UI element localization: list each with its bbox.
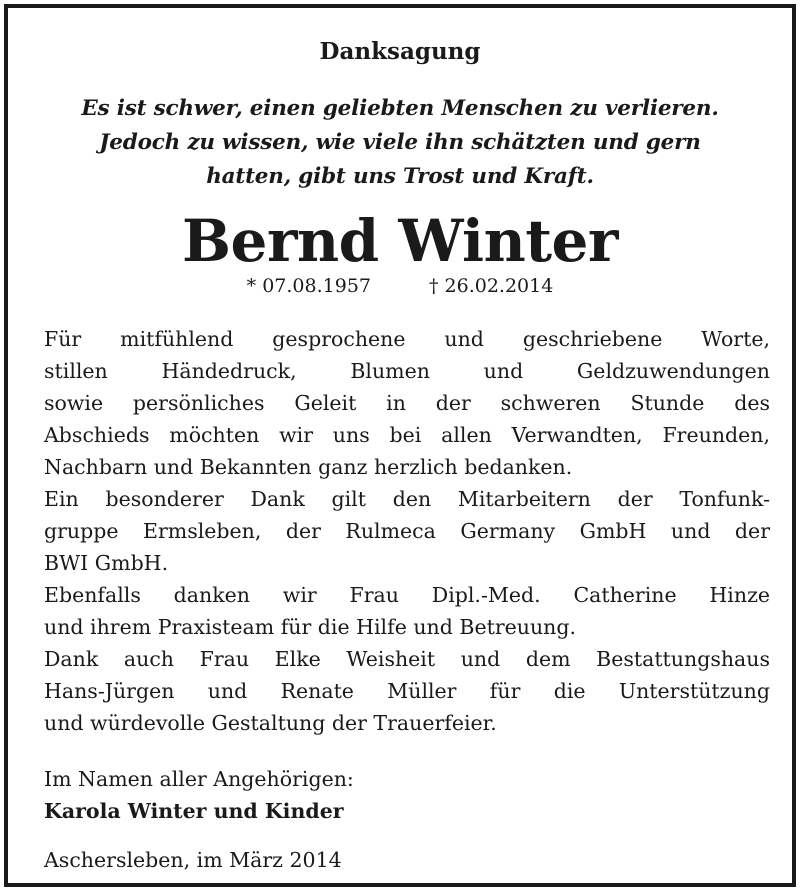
body-line: Hans-Jürgen und Renate Müller für die Unterstützung [44, 679, 770, 703]
body-line: Für mitfühlend gesprochene und geschriebene Worte, [44, 327, 770, 351]
notice-heading: Danksagung [319, 38, 481, 65]
body-line: Ebenfalls danken wir Frau Dipl.-Med. Catherine Hinze [44, 583, 770, 607]
body-line: stillen Händedruck, Blumen und Geldzuwendungen [44, 359, 770, 383]
deceased-name: Bernd Winter [182, 207, 618, 275]
body-line: Dank auch Frau Elke Weisheit und dem Bestattungshaus [44, 647, 770, 671]
body-line: und ihrem Praxisteam für die Hilfe und Betreuung. [44, 615, 577, 639]
birth-date: * 07.08.1957 [246, 275, 371, 297]
body-line: gruppe Ermsleben, der Rulmeca Germany GmbH und der [44, 519, 770, 543]
motto-line: Jedoch zu wissen, wie viele ihn schätzten und gern [99, 130, 701, 155]
body-line: Ein besonderer Dank gilt den Mitarbeitern der Tonfunk- [44, 487, 770, 511]
body-line: sowie persönliches Geleit in der schweren Stunde des [44, 391, 770, 415]
life-dates [8, 275, 792, 297]
death-date: † 26.02.2014 [429, 275, 554, 297]
body-line: BWI GmbH. [44, 551, 169, 575]
motto [8, 92, 792, 194]
closing [44, 763, 354, 827]
motto-line: Es ist schwer, einen geliebten Menschen zu verlieren. [81, 96, 719, 121]
closing-intro: Im Namen aller Angehörigen: [44, 767, 354, 791]
body-line: Nachbarn und Bekannten ganz herzlich bedanken. [44, 455, 573, 479]
motto-line: hatten, gibt uns Trost und Kraft. [206, 164, 594, 189]
body-line: Abschieds möchten wir uns bei allen Verwandten, Freunden, [44, 423, 770, 447]
body-line: und würdevolle Gestaltung der Trauerfeier. [44, 711, 497, 735]
signature: Karola Winter und Kinder [44, 799, 344, 823]
thanks-text [44, 323, 770, 739]
place-date: Aschersleben, im März 2014 [44, 848, 342, 872]
notice-frame [4, 4, 796, 887]
